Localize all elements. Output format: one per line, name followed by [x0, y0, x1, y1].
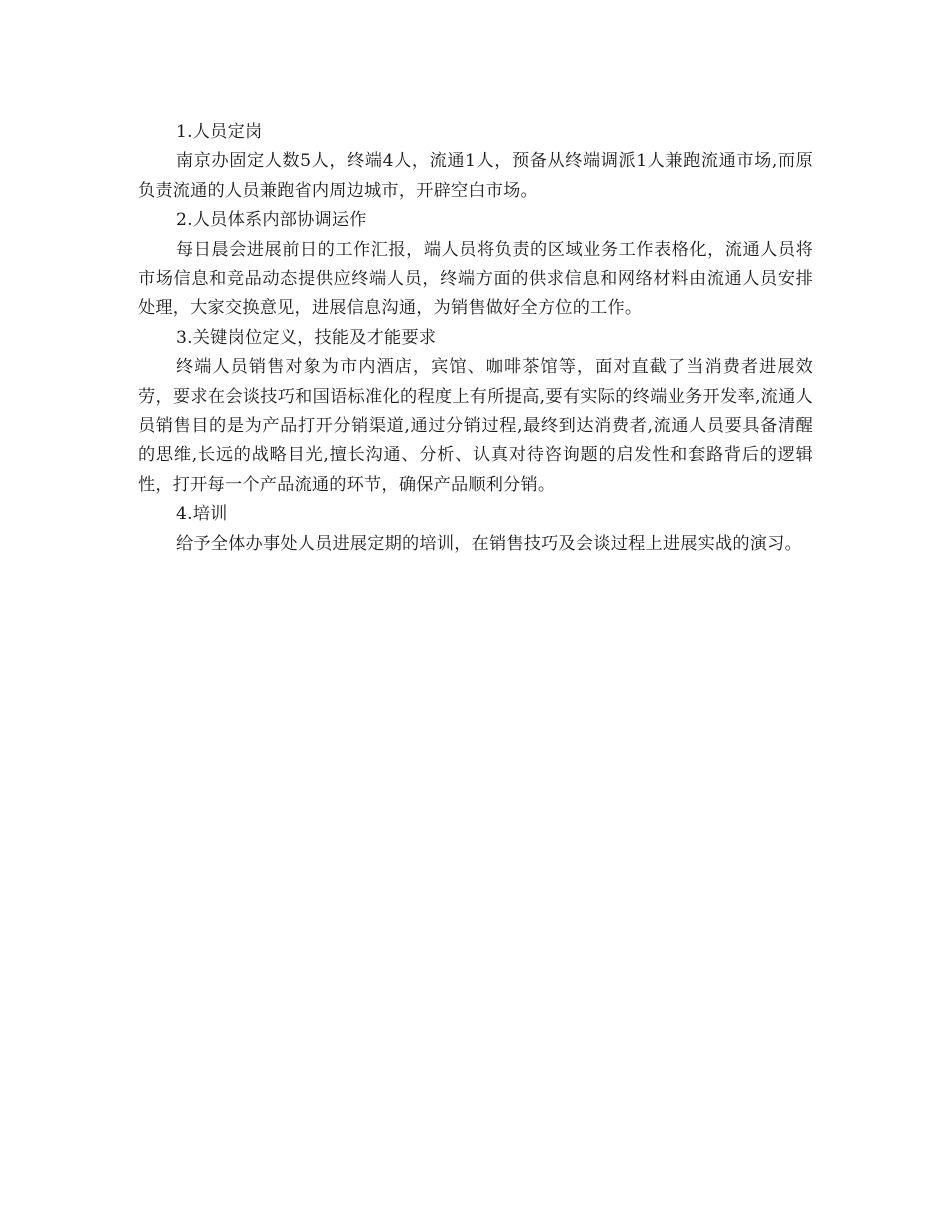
section-personnel-positions: [138, 118, 813, 206]
section-heading: 2.人员体系内部协调运作: [176, 210, 367, 231]
section-heading: 3.关键岗位定义，技能及才能要求: [176, 327, 437, 348]
section-paragraph: 每日晨会进展前日的工作汇报，端人员将负责的区域业务工作表格化，流通人员将市场信息和竞品动态提供应终端人员，终端方面的供求信息和网络材料由流通人员安排处理，大家交换意见，进展信息沟通，为销售做好全方位的工作。: [138, 239, 813, 319]
section-key-positions: [138, 324, 813, 500]
section-paragraph: 给予全体办事处人员进展定期的培训，在销售技巧及会谈过程上进展实战的演习。: [176, 533, 802, 554]
section-heading: 1.人员定岗: [176, 122, 263, 142]
section-paragraph: 南京办固定人数5人，终端4人，流通1人，预备从终端调派1人兼跑流通市场,而原负责流通的人员兼跑省内周边城市，开辟空白市场。: [138, 151, 813, 201]
section-heading: 4.培训: [176, 504, 228, 525]
section-internal-coordination: [138, 206, 813, 324]
section-paragraph: 终端人员销售对象为市内酒店，宾馆、咖啡茶馆等，面对直截了当消费者进展效劳，要求在会谈技巧和国语标准化的程度上有所提高,要有实际的终端业务开发率,流通人员销售目的是为产品打开分销渠道,通过分销过程,最终到达消费者,流通人员要具备清醒的思维,长远的战略目光,擅长沟通、分析、认真对待咨询题的启发性和套路背后的逻辑性，打开每一个产品流通的环节，确保产品顺利分销。: [138, 357, 813, 495]
document-body: [138, 118, 813, 559]
section-training: [138, 500, 813, 559]
